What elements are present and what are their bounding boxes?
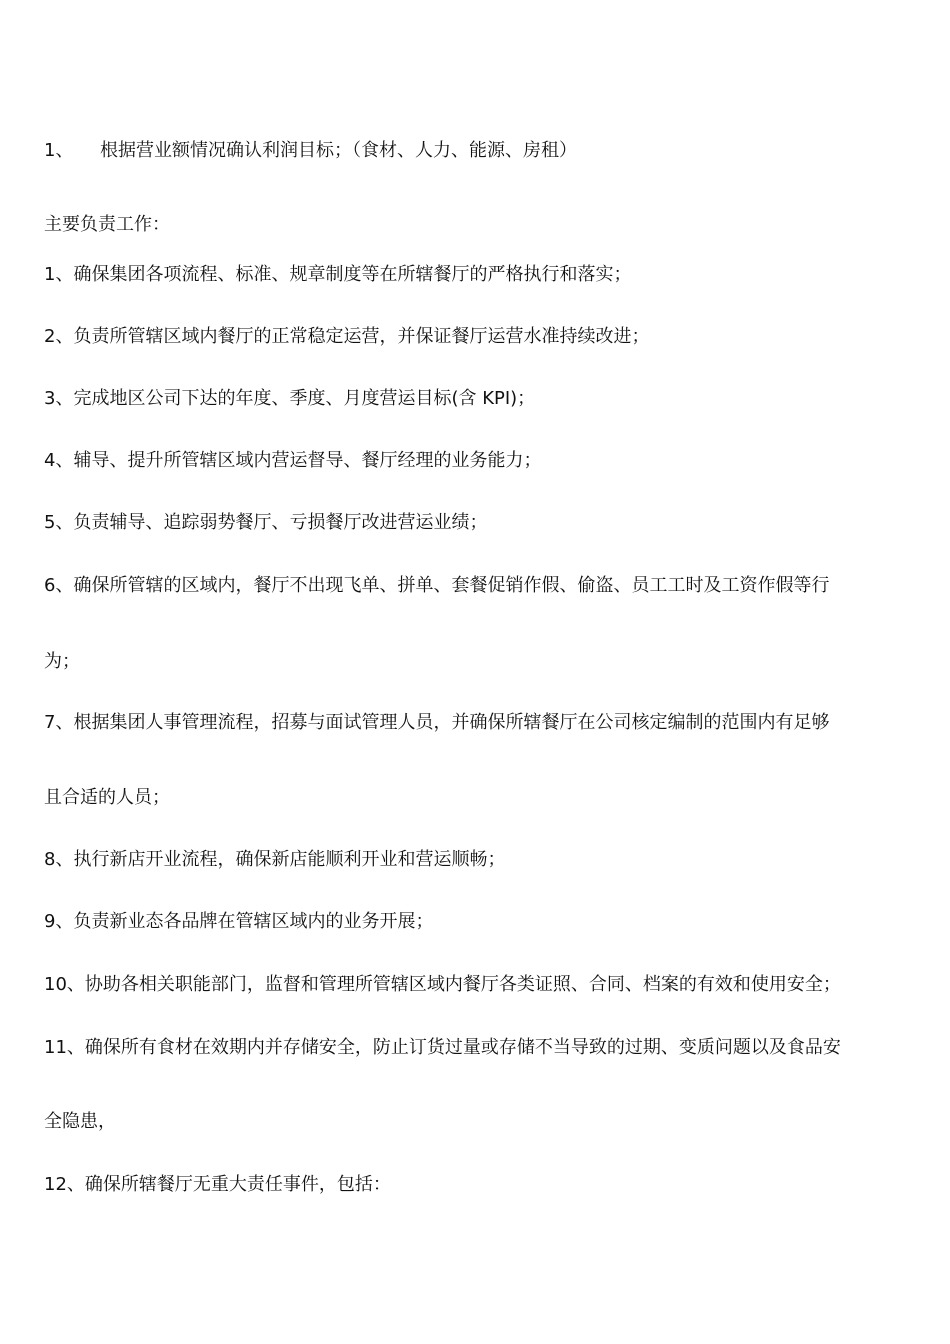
list-item: 5、负责辅导、追踪弱势餐厅、亏损餐厅改进营运业绩； <box>44 512 488 533</box>
list-item: 9、负责新业态各品牌在管辖区域内的业务开展； <box>44 911 434 932</box>
list-item-continuation: 且合适的人员； <box>44 787 170 808</box>
list-item: 2、负责所管辖区域内餐厅的正常稳定运营，并保证餐厅运营水准持续改进； <box>44 326 650 347</box>
list-item: 6、确保所管辖的区域内，餐厅不出现飞单、拼单、套餐促销作假、偷盗、员工工时及工资作假等行 <box>44 575 830 596</box>
list-item-continuation: 全隐患， <box>44 1111 116 1132</box>
list-item: 7、根据集团人事管理流程，招募与面试管理人员，并确保所辖餐厅在公司核定编制的范围内有足够 <box>44 712 830 733</box>
list-item: 1、确保集团各项流程、标准、规章制度等在所辖餐厅的严格执行和落实； <box>44 264 632 285</box>
list-item: 4、辅导、提升所管辖区域内营运督导、餐厅经理的业务能力； <box>44 450 542 471</box>
list-item-continuation: 为； <box>44 651 80 672</box>
list-item: 8、执行新店开业流程，确保新店能顺利开业和营运顺畅； <box>44 849 506 870</box>
list-item: 11、确保所有食材在效期内并存储安全，防止订货过量或存储不当导致的过期、变质问题以及食品安 <box>44 1037 841 1058</box>
intro-line <box>44 139 577 163</box>
section-heading: 主要负责工作： <box>44 214 170 235</box>
list-item: 10、协助各相关职能部门，监督和管理所管辖区域内餐厅各类证照、合同、档案的有效和使用安全； <box>44 974 841 995</box>
list-item: 3、完成地区公司下达的年度、季度、月度营运目标(含 KPI)； <box>44 388 536 409</box>
intro-number: 1、 <box>44 140 74 161</box>
intro-text: 根据营业额情况确认利润目标；（食材、人力、能源、房租） <box>100 140 577 161</box>
list-item: 12、确保所辖餐厅无重大责任事件，包括： <box>44 1174 391 1195</box>
